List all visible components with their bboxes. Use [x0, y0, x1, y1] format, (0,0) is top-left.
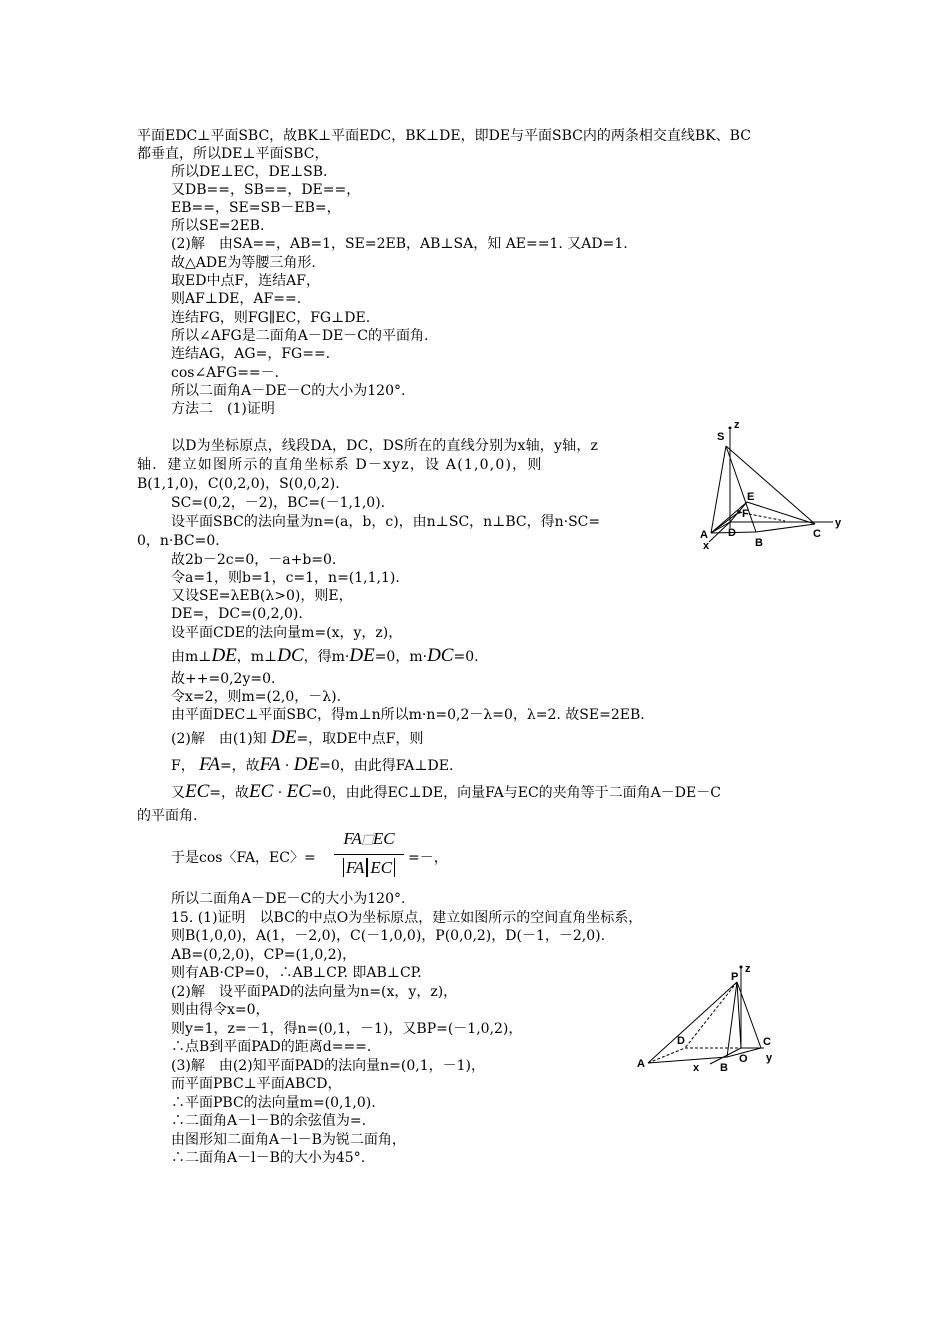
text-line: SC=(0,2，－2)，BC=(－1,1,0).	[171, 495, 386, 511]
text-fragment: =，取DE中点F，则	[296, 731, 424, 747]
text-fragment: F，	[171, 758, 195, 774]
text-line: 设平面SBC的法向量为n=(a，b，c)，由n⊥SC，n⊥BC，得n·SC=	[171, 514, 601, 530]
text-line: 而平面PBC⊥平面ABCD，	[171, 1076, 342, 1092]
text-line: DE=，DC=(0,2,0).	[171, 606, 303, 622]
norm-FA: FA	[343, 858, 368, 877]
fig2-label: B	[720, 1062, 728, 1074]
text-line: 连结AG，AG=，FG==.	[171, 346, 331, 362]
text-line: 连结FG，则FG∥EC，FG⊥DE.	[171, 310, 371, 326]
text-fragment: =0，m·	[374, 649, 428, 665]
dot: ·	[284, 758, 290, 774]
text-fragment: (2)解 由(1)知	[171, 731, 267, 747]
fig1-label: y	[835, 517, 842, 529]
text-line: 又DB==，SB==，DE==，	[171, 182, 361, 198]
text-line: 则由得令x=0，	[171, 1002, 270, 1018]
text-line: 的平面角.	[137, 808, 198, 824]
text-line: ∴二面角A－l－B的大小为45°.	[171, 1150, 366, 1166]
text-fragment: =，故	[219, 758, 260, 774]
fig1-label: z	[734, 419, 740, 431]
fig1-label: C	[813, 528, 821, 540]
edge-PB	[727, 982, 737, 1057]
text-fragment: =0，由此得FA⊥DE.	[319, 758, 454, 774]
text-line: ∴点B到平面PAD的距离d===.	[171, 1039, 372, 1055]
point-F	[737, 510, 741, 514]
fraction-denominator	[334, 855, 404, 881]
text-line: 所以二面角A－DE－C的大小为120°.	[171, 383, 406, 399]
fig2-label: D	[677, 1035, 685, 1047]
text-fragment: =0，由此得EC⊥DE，向量FA与EC的夹角等于二面角A－DE－C	[310, 785, 721, 801]
fig2-label: x	[693, 1062, 700, 1074]
text-line: 所以DE⊥EC，DE⊥SB.	[171, 164, 328, 180]
fig1-label: E	[747, 491, 755, 503]
edge-BC	[756, 524, 815, 532]
fraction-numerator: FA⃞EC	[343, 829, 395, 848]
text-line: 所以∠AFG是二面角A－DE－C的平面角.	[171, 328, 429, 344]
fig1-label: x	[703, 540, 710, 552]
edge-SA	[711, 446, 726, 533]
fig2-label: z	[745, 963, 751, 975]
text-line: 都垂直，所以DE⊥平面SBC，	[137, 146, 329, 162]
text-line: B(1,1,0)，C(0,2,0)，S(0,0,2).	[137, 476, 340, 492]
vector-EC: EC	[249, 781, 274, 802]
vector-FA: FA	[259, 754, 281, 775]
figure-pyramid-sabc	[695, 418, 845, 554]
text-line: 由平面DEC⊥平面SBC，得m⊥n所以m·n=0,2－λ=0，λ=2. 故SE=2EB.	[171, 707, 645, 723]
text-line	[171, 783, 721, 802]
text-line: 令a=1，则b=1，c=1，n=(1,1,1).	[171, 570, 400, 586]
text-line: 令x=2，则m=(2,0，－λ).	[171, 689, 342, 705]
m-perp-line	[171, 647, 479, 666]
text-line: 故2b－2c=0，－a+b=0.	[171, 552, 337, 568]
vector-EC: EC	[372, 829, 395, 848]
fig1-label: D	[728, 527, 736, 539]
dot: ·	[277, 785, 283, 801]
vector-DE: DE	[271, 727, 297, 748]
text-fragment: 由m⊥	[171, 649, 212, 665]
text-line: (2)解 设平面PAD的法向量为n=(x，y，z)，	[171, 984, 458, 1000]
fig2-label: y	[766, 1052, 773, 1064]
text-line: 则B(1,0,0)，A(1，－2,0)，C(－1,0,0)，P(0,0,2)，D(－1，－2,0).	[171, 928, 606, 944]
text-line	[171, 756, 453, 775]
text-line: ∴平面PBC的法向量m=(0,1,0).	[171, 1095, 376, 1111]
text-line: 0，n·BC=0.	[137, 533, 220, 549]
text-line: =－，	[408, 850, 448, 866]
fig1-label: F	[742, 508, 749, 520]
text-fragment: ，m⊥	[236, 649, 278, 665]
fig2-label: C	[763, 1036, 771, 1048]
text-line: 方法二 (1)证明	[171, 401, 275, 417]
text-line: 设平面CDE的法向量m=(x，y，z)，	[171, 625, 403, 641]
norm-EC: EC	[367, 858, 395, 877]
text-line: 于是cos〈FA，EC〉=	[171, 850, 316, 866]
text-line: ∴二面角A－l－B的余弦值为=.	[171, 1113, 367, 1129]
vector-EC: EC	[185, 781, 210, 802]
text-line: 则y=1，z=－1，得n=(0,1，－1)，又BP=(－1,0,2)，	[171, 1021, 523, 1037]
text-line: 以D为坐标原点，线段DA，DC，DS所在的直线分别为x轴，y轴，z	[171, 438, 599, 454]
text-line	[171, 729, 423, 748]
text-line: 则有AB·CP=0，∴AB⊥CP. 即AB⊥CP.	[171, 965, 422, 981]
fig1-label: B	[755, 537, 763, 549]
vector-DE: DE	[349, 645, 375, 666]
text-fragment: 又	[171, 785, 185, 801]
text-fragment: ，得m·	[303, 649, 350, 665]
edge-PA	[648, 982, 737, 1063]
vector-EC: EC	[286, 781, 311, 802]
text-line: 由图形知二面角A－l－B为锐二面角，	[171, 1132, 406, 1148]
fig1-label: A	[700, 529, 708, 541]
vector-DE: DE	[293, 754, 320, 775]
figure-pyramid-pabcd	[630, 960, 790, 1080]
text-line: EB==，SE=SB－EB=，	[171, 200, 341, 216]
fig1-label: S	[717, 431, 725, 443]
text-line: 所以二面角A－DE－C的大小为120°.	[171, 891, 406, 907]
text-line: 故++=0,2y=0.	[171, 671, 276, 687]
vector-DC: DC	[427, 645, 454, 666]
fig2-label: O	[739, 1053, 748, 1065]
text-fragment: =0.	[453, 649, 479, 665]
text-line: 所以SE=2EB.	[171, 218, 265, 234]
text-line: 平面EDC⊥平面SBC，故BK⊥平面EDC，BK⊥DE，即DE与平面SBC内的两条相交直线BK、BC	[137, 128, 751, 144]
text-line: cos∠AFG==－.	[171, 365, 280, 381]
text-line: 取ED中点F，连结AF，	[171, 273, 320, 289]
fig2-label: P	[731, 971, 739, 983]
z-arrow	[740, 966, 743, 969]
text-line: 故△ADE为等腰三角形.	[171, 255, 316, 271]
text-line: 则AF⊥DE，AF==.	[171, 291, 302, 307]
z-arrow	[729, 427, 732, 430]
vector-FA: FA	[199, 754, 220, 775]
text-line: AB=(0,2,0)，CP=(1,0,2)，	[171, 947, 357, 963]
text-line: (3)解 由(2)知平面PAD的法向量n=(0,1，－1)，	[171, 1058, 485, 1074]
fig2-label: A	[637, 1058, 645, 1070]
vector-DC: DC	[277, 645, 304, 666]
vector-FA: FA	[343, 829, 362, 848]
text-line: 轴．建立如图所示的直角坐标系 D－xyz，设 A(1,0,0)，则	[137, 457, 543, 473]
text-line: (2)解 由SA==，AB=1，SE=2EB，AB⊥SA，知 AE==1. 又AD=1.	[171, 236, 628, 252]
text-line: 又设SE=λEB(λ>0)，则E，	[171, 588, 353, 604]
text-fragment: =，故	[209, 785, 250, 801]
text-line: 15. (1)证明 以BC的中点O为坐标原点，建立如图所示的空间直角坐标系，	[171, 910, 643, 926]
fraction	[334, 828, 404, 881]
vector-DE: DE	[211, 645, 237, 666]
